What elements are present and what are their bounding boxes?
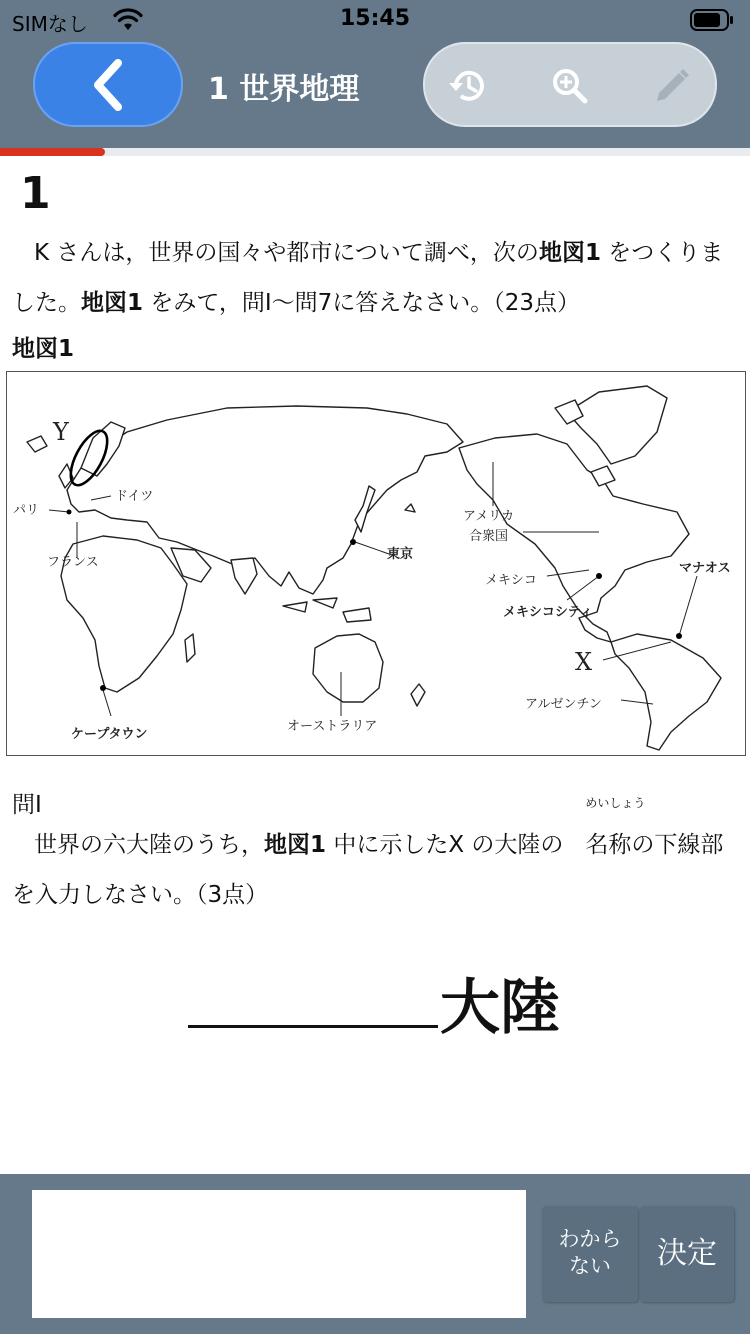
bottom-bar (0, 1174, 750, 1334)
history-icon[interactable] (445, 63, 491, 109)
ruby-word (563, 796, 646, 870)
decide-button[interactable]: 決定 (640, 1206, 734, 1302)
map-label-germany: ドイツ (115, 489, 154, 504)
battery-icon (690, 9, 734, 31)
intro-text-2: をつくりました。 (12, 240, 724, 316)
map-label-australia: オーストラリア (287, 719, 378, 734)
progress-bar (0, 148, 750, 156)
question-number: 1 (20, 168, 51, 219)
map-label-manaus: マナオス (679, 561, 731, 576)
top-bar (0, 0, 750, 150)
sub-question-text-2: 中に示したX の大陸の (326, 832, 564, 858)
carrier-label: SIMなし (12, 12, 88, 36)
intro-bold-2: 地図1 (81, 290, 144, 316)
zoom-in-icon[interactable] (547, 63, 593, 109)
map-label-usa-1: アメリカ (463, 509, 515, 524)
world-map[interactable] (6, 371, 746, 756)
dont-know-label-line2: ない (569, 1254, 611, 1278)
ruby-reading: めいしょう (585, 796, 646, 810)
map-label: 地図1 (12, 336, 75, 362)
back-button[interactable] (33, 42, 183, 127)
answer-input[interactable] (32, 1190, 526, 1318)
world-map-figure (7, 372, 745, 755)
sub-question-text-1: 世界の六大陸のうち， (34, 832, 264, 858)
progress-fill (0, 148, 105, 156)
map-label-mexico-city: メキシコシティ (503, 605, 593, 620)
intro-bold-1: 地図1 (538, 240, 601, 266)
sub-question-label: 問Ⅰ (12, 792, 42, 818)
answer-blank-line (188, 1025, 438, 1028)
intro-text-3: をみて，問Ⅰ～問7に答えなさい。（23点） (143, 290, 581, 316)
map-label-paris: パリ (13, 503, 40, 518)
map-label-tokyo: 東京 (387, 547, 414, 562)
map-label-x: X (575, 648, 593, 676)
pencil-icon[interactable] (649, 63, 695, 109)
chevron-left-icon (88, 57, 128, 113)
sub-question-text-3: の下線部を入力しなさい。（3点） (12, 832, 724, 908)
question-intro (12, 228, 738, 328)
map-label-cape-town: ケープタウン (71, 727, 148, 742)
intro-text-1: K さんは，世界の国々や都市について調べ，次の (34, 240, 539, 266)
map-label-y: Y (53, 418, 69, 446)
dont-know-button[interactable] (542, 1206, 638, 1302)
dont-know-label-line1: わから (558, 1227, 622, 1251)
clock: 15:45 (339, 6, 411, 31)
toolbar-group (423, 42, 717, 127)
map-label-france: フランス (47, 555, 99, 570)
answer-suffix: 大陸 (440, 973, 560, 1043)
ruby-base: 名称 (585, 832, 632, 858)
status-bar (0, 0, 750, 40)
map-label-usa-2: 合衆国 (469, 529, 509, 544)
page-title: 1 世界地理 (208, 72, 360, 107)
map-label-mexico: メキシコ (485, 573, 537, 588)
map-label-argentina: アルゼンチン (525, 697, 602, 712)
sub-question-bold: 地図1 (264, 832, 327, 858)
